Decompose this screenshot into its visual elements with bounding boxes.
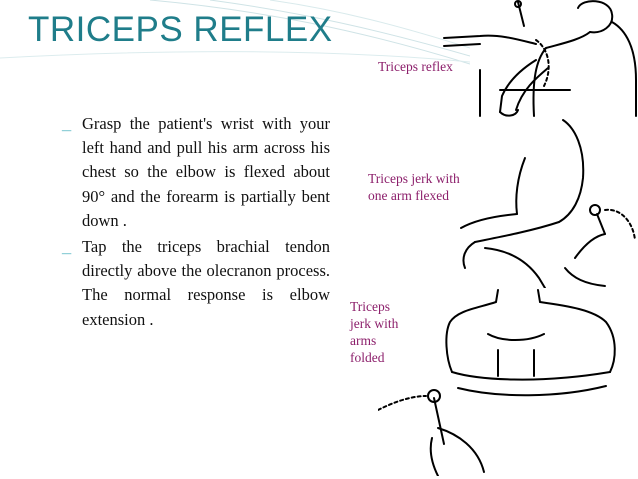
- caption-triceps-reflex: Triceps reflex: [378, 59, 453, 74]
- caption-arms-folded: [350, 298, 420, 366]
- arm-flexed-illustration: [455, 118, 638, 288]
- bullet-marker-icon: _: [62, 238, 72, 257]
- bullet-marker-icon: _: [62, 115, 72, 133]
- triceps-reflex-illustration: [440, 0, 638, 118]
- caption-line: arms: [350, 333, 377, 348]
- caption-line: folded: [350, 350, 385, 365]
- bullet-item: [62, 235, 330, 332]
- caption-line: Triceps jerk with: [368, 171, 460, 186]
- bullet-text: Grasp the patient's wrist with your left hand and pull his arm across his chest so the elbow is flexed about 90° and the forearm is partially bent down .: [82, 114, 330, 230]
- bullet-text: Tap the triceps brachial tendon directly above the olecranon process. The normal response is elbow extension .: [82, 237, 330, 329]
- bullet-list: [62, 112, 330, 334]
- bullet-item: [62, 112, 330, 233]
- caption-line: Triceps: [350, 299, 391, 314]
- slide-title: TRICEPS REFLEX: [28, 10, 333, 49]
- caption-line: jerk with: [350, 316, 399, 331]
- caption-line: one arm flexed: [368, 188, 449, 203]
- caption-arm-flexed: [368, 170, 460, 204]
